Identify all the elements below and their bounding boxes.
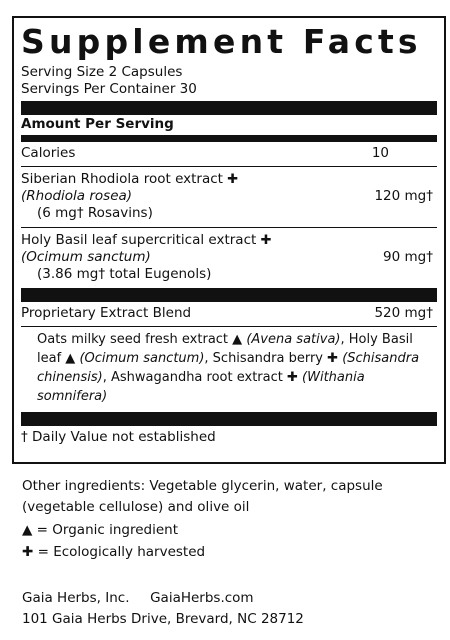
legend-ecologically-harvested — [22, 542, 205, 563]
blend-item-name: Holy Basil leaf — [37, 332, 413, 366]
other-ingredients: Other ingredients: Vegetable glycerin, water, capsule (vegetable cellulose) and olive oil — [22, 478, 383, 515]
legend-text: = Organic ingredient — [32, 522, 178, 538]
blend-item-latin: (Ocimum sanctum) — [79, 351, 205, 366]
ingredient-amount: 120 mg† — [374, 188, 433, 204]
legend-organic — [22, 520, 178, 541]
calories-label: Calories — [21, 145, 76, 161]
company-website: GaiaHerbs.com — [150, 590, 254, 606]
ingredient-name: Siberian Rhodiola root extract — [21, 171, 223, 187]
blend-row — [21, 302, 437, 326]
amount-per-serving-header: Amount Per Serving — [21, 116, 174, 132]
blend-item-latin: (Schisandra chinensis) — [37, 351, 420, 385]
separator: , — [102, 370, 111, 385]
blend-label: Proprietary Extract Blend — [21, 305, 192, 321]
ingredient-row-holy-basil — [21, 228, 437, 288]
ingredient-note: (3.86 mg† total Eugenols) — [37, 266, 212, 282]
organic-icon: ▲ — [232, 332, 243, 347]
organic-icon: ▲ — [65, 351, 76, 366]
blend-item-latin: (Avena sativa) — [246, 332, 341, 347]
ingredient-latin: (Ocimum sanctum) — [21, 249, 151, 265]
ingredient-note: (6 mg† Rosavins) — [37, 205, 153, 221]
separator: , — [340, 332, 349, 347]
blend-ingredients — [21, 327, 437, 412]
blend-item-name: Ashwagandha root extract — [110, 370, 283, 385]
panel-title: Supplement Facts — [21, 22, 422, 61]
blend-item-name: Oats milky seed fresh extract — [37, 332, 229, 347]
company-address: 101 Gaia Herbs Drive, Brevard, NC 28712 — [22, 611, 304, 627]
servings-per-container: Servings Per Container 30 — [21, 81, 197, 97]
supplement-facts-panel — [12, 16, 446, 464]
ingredient-latin: (Rhodiola rosea) — [21, 188, 133, 204]
blend-item-latin: (Withania somnifera) — [37, 370, 365, 404]
blend-item-name: Schisandra berry — [212, 351, 324, 366]
legend-text: = Ecologically harvested — [33, 544, 206, 560]
calories-row — [21, 142, 437, 166]
ecologically-harvested-icon: ✚ — [287, 370, 298, 385]
calories-value: 10 — [371, 145, 389, 161]
company-line — [22, 588, 254, 609]
daily-value-note: † Daily Value not established — [21, 429, 216, 445]
ingredient-row-rhodiola — [21, 167, 437, 227]
separator: , — [204, 351, 213, 366]
ingredient-amount: 90 mg† — [383, 249, 433, 265]
organic-icon: ▲ — [22, 522, 33, 538]
ecologically-harvested-icon: ✚ — [260, 233, 272, 248]
ecologically-harvested-icon: ✚ — [227, 172, 239, 187]
ecologically-harvested-icon: ✚ — [22, 544, 34, 560]
blend-amount: 520 mg† — [374, 305, 433, 321]
ecologically-harvested-icon: ✚ — [327, 351, 339, 366]
company-name: Gaia Herbs, Inc. — [22, 590, 130, 606]
divider-thick — [21, 101, 437, 115]
divider-medium — [21, 135, 437, 142]
serving-size: Serving Size 2 Capsules — [21, 64, 183, 80]
ingredient-name: Holy Basil leaf supercritical extract — [21, 232, 257, 248]
divider-thick — [21, 288, 437, 302]
divider-thick — [21, 412, 437, 426]
